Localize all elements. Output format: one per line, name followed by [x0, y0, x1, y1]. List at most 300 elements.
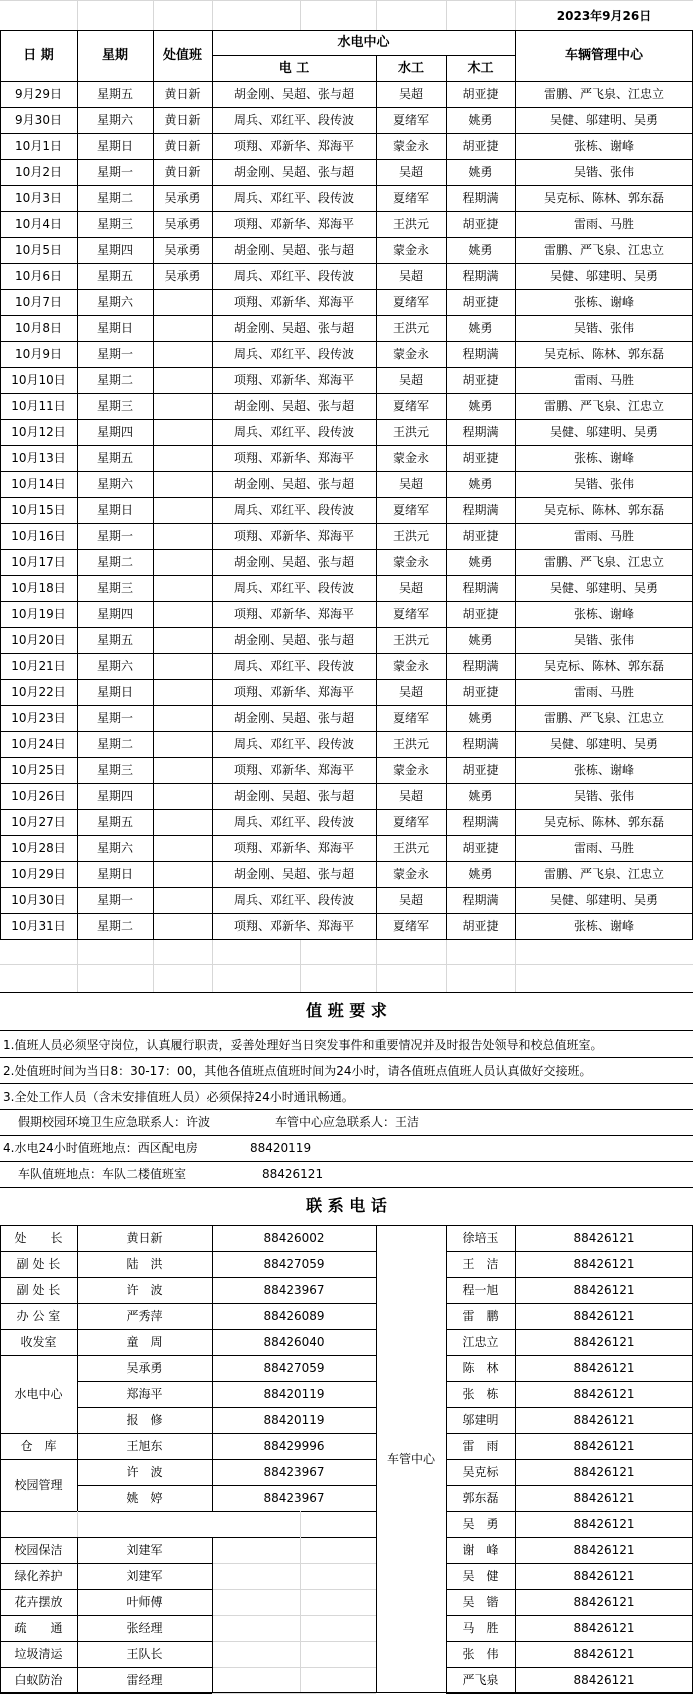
- vehicle-staff-phone: 88426121: [573, 1413, 635, 1427]
- fleet-duty-phone: 88426121: [262, 1167, 324, 1181]
- vehicle-staff-phone: 88426121: [573, 1231, 635, 1245]
- vehicle-staff-phone: 88426121: [573, 1257, 635, 1271]
- grid-line: [0, 0, 693, 1]
- row-carpenter: 胡亚捷: [462, 607, 499, 621]
- grid-line: [0, 159, 693, 160]
- grid-line: [0, 627, 693, 628]
- row-plumber: 王洪元: [392, 841, 429, 855]
- row-carpenter: 程期满: [462, 269, 499, 283]
- row-vehicle-staff: 吴克标、陈林、郭东磊: [543, 659, 664, 673]
- contact-dept: 处 长: [14, 1231, 63, 1245]
- grid-line: [0, 1459, 376, 1460]
- grid-line: [0, 445, 693, 446]
- vehicle-staff-name: 郭东磊: [462, 1491, 499, 1505]
- row-weekday: 星期五: [96, 87, 133, 101]
- grid-line: [212, 1563, 376, 1564]
- row-vehicle-staff: 吴锴、张伟: [573, 165, 634, 179]
- row-vehicle-staff: 雷鹏、严飞泉、江忠立: [543, 87, 664, 101]
- grid-line: [0, 601, 693, 602]
- service-contact: 刘建军: [126, 1569, 163, 1583]
- row-duty: [153, 653, 212, 679]
- grid-line: [515, 940, 516, 992]
- grid-line: [0, 809, 693, 810]
- row-electricians: 周兵、邓红平、段传波: [233, 503, 354, 517]
- grid-line: [0, 237, 693, 238]
- row-duty: [153, 549, 212, 575]
- row-carpenter: 胡亚捷: [462, 139, 499, 153]
- row-vehicle-staff: 吴锴、张伟: [573, 633, 634, 647]
- requirement-line: 2.处值班时间为当日8：30-17：00，其他各值班点值班时间为24小时，请各值班点值班人员认真做好交接班。: [3, 1063, 592, 1078]
- grid-line: [153, 940, 154, 992]
- row-weekday: 星期日: [96, 139, 133, 153]
- vehicle-staff-name: 张 栋: [462, 1387, 499, 1401]
- row-vehicle-staff: 雷鹏、严飞泉、江忠立: [543, 711, 664, 725]
- row-duty: [153, 315, 212, 341]
- contact-name: 吴承勇: [126, 1361, 163, 1375]
- row-duty: 黄日新: [164, 139, 201, 153]
- row-weekday: 星期一: [96, 711, 133, 725]
- grid-line: [0, 289, 693, 290]
- row-carpenter: 胡亚捷: [462, 763, 499, 777]
- row-duty: 吴承勇: [164, 269, 201, 283]
- grid-line: [77, 1225, 78, 1511]
- contact-phone: 88423967: [263, 1491, 325, 1505]
- row-plumber: 吴超: [398, 477, 423, 491]
- row-vehicle-staff: 吴健、邬建明、吴勇: [549, 893, 658, 907]
- grid-line: [376, 940, 377, 992]
- row-duty: [153, 835, 212, 861]
- row-date: 10月31日: [11, 919, 66, 933]
- row-date: 10月29日: [11, 867, 66, 881]
- row-plumber: 吴超: [398, 789, 423, 803]
- row-electricians: 项翔、邓新华、郑海平: [233, 217, 354, 231]
- row-carpenter: 姚勇: [468, 113, 493, 127]
- row-duty: [153, 705, 212, 731]
- grid-line: [153, 30, 154, 939]
- row-carpenter: 姚勇: [468, 477, 493, 491]
- contact-name: 童 周: [126, 1335, 163, 1349]
- row-weekday: 星期日: [96, 685, 133, 699]
- vehicle-staff-name: 程一旭: [462, 1283, 499, 1297]
- grid-line: [212, 940, 213, 992]
- row-weekday: 星期一: [96, 893, 133, 907]
- grid-line: [153, 0, 154, 30]
- contact-dept: 收发室: [20, 1335, 57, 1349]
- row-weekday: 星期四: [96, 243, 133, 257]
- vehicle-staff-name: 邬建明: [462, 1413, 499, 1427]
- contact-phone: 88427059: [263, 1361, 325, 1375]
- row-plumber: 蒙金永: [392, 139, 429, 153]
- service-dept: 校园保洁: [14, 1543, 63, 1557]
- service-contact: 张经理: [126, 1621, 163, 1635]
- row-weekday: 星期六: [96, 295, 133, 309]
- row-carpenter: 胡亚捷: [462, 529, 499, 543]
- row-electricians: 胡金刚、吴超、张与超: [233, 87, 354, 101]
- row-duty: [153, 575, 212, 601]
- grid-line: [0, 887, 693, 888]
- grid-line: [446, 0, 447, 30]
- row-vehicle-staff: 雷雨、马胜: [573, 373, 634, 387]
- row-carpenter: 胡亚捷: [462, 217, 499, 231]
- row-weekday: 星期日: [96, 321, 133, 335]
- row-vehicle-staff: 雷鹏、严飞泉、江忠立: [543, 555, 664, 569]
- service-dept: 花卉摆放: [14, 1595, 63, 1609]
- row-vehicle-staff: 吴健、邬建明、吴勇: [549, 113, 658, 127]
- row-duty: [153, 497, 212, 523]
- row-carpenter: 胡亚捷: [462, 451, 499, 465]
- grid-line: [212, 30, 213, 939]
- row-electricians: 项翔、邓新华、郑海平: [233, 919, 354, 933]
- row-carpenter: 姚勇: [468, 555, 493, 569]
- row-electricians: 胡金刚、吴超、张与超: [233, 165, 354, 179]
- grid-line: [0, 549, 693, 550]
- row-date: 10月3日: [15, 191, 62, 205]
- row-carpenter: 胡亚捷: [462, 87, 499, 101]
- row-weekday: 星期五: [96, 633, 133, 647]
- row-vehicle-staff: 吴锴、张伟: [573, 321, 634, 335]
- grid-line: [0, 341, 693, 342]
- grid-line: [77, 1537, 78, 1693]
- header-water-elec-center: 水电中心: [337, 35, 390, 50]
- row-electricians: 胡金刚、吴超、张与超: [233, 477, 354, 491]
- contact-phone: 88423967: [263, 1465, 325, 1479]
- vehicle-center-label: 车管中心: [386, 1452, 435, 1466]
- row-vehicle-staff: 雷鹏、严飞泉、江忠立: [543, 243, 664, 257]
- row-carpenter: 胡亚捷: [462, 685, 499, 699]
- row-plumber: 吴超: [398, 893, 423, 907]
- row-carpenter: 程期满: [462, 503, 499, 517]
- row-vehicle-staff: 吴健、邬建明、吴勇: [549, 737, 658, 751]
- row-weekday: 星期二: [96, 373, 133, 387]
- contact-name: 许 波: [126, 1465, 163, 1479]
- row-plumber: 蒙金永: [392, 451, 429, 465]
- contact-name: 姚 婷: [126, 1491, 163, 1505]
- row-vehicle-staff: 吴克标、陈林、郭东磊: [543, 347, 664, 361]
- vehicle-staff-phone: 88426121: [573, 1569, 635, 1583]
- row-plumber: 吴超: [398, 87, 423, 101]
- row-weekday: 星期六: [96, 113, 133, 127]
- grid-line: [0, 964, 693, 965]
- row-vehicle-staff: 吴锴、张伟: [573, 477, 634, 491]
- row-duty: [153, 341, 212, 367]
- fleet-duty-place: 车队值班地点：车队二楼值班室: [18, 1167, 187, 1181]
- contact-phone: 88426002: [263, 1231, 325, 1245]
- row-plumber: 夏绪军: [392, 113, 429, 127]
- row-electricians: 周兵、邓红平、段传波: [233, 269, 354, 283]
- row-date: 9月29日: [15, 87, 62, 101]
- row-date: 10月6日: [15, 269, 62, 283]
- requirement-line: 3.全处工作人员（含未安排值班人员）必须保持24小时通讯畅通。: [3, 1089, 354, 1104]
- row-plumber: 夏绪军: [392, 295, 429, 309]
- row-vehicle-staff: 张栋、谢峰: [573, 295, 634, 309]
- grid-line: [0, 679, 693, 680]
- contact-dept: 水电中心: [14, 1387, 63, 1401]
- grid-line: [212, 1537, 213, 1693]
- row-date: 10月19日: [11, 607, 66, 621]
- grid-line: [0, 367, 693, 368]
- row-weekday: 星期三: [96, 399, 133, 413]
- vehicle-staff-name: 雷 雨: [462, 1439, 499, 1453]
- grid-line: [212, 1641, 376, 1642]
- vehicle-staff-phone: 88426121: [573, 1647, 635, 1661]
- grid-line: [515, 30, 516, 939]
- grid-line: [300, 1537, 301, 1563]
- row-date: 10月7日: [15, 295, 62, 309]
- grid-line: [0, 913, 693, 914]
- grid-line: [0, 107, 693, 108]
- grid-line: [0, 861, 693, 862]
- row-duty: [153, 367, 212, 393]
- row-duty: [153, 679, 212, 705]
- row-duty: 黄日新: [164, 87, 201, 101]
- grid-line: [0, 1433, 376, 1434]
- grid-line: [0, 263, 693, 264]
- row-electricians: 项翔、邓新华、郑海平: [233, 373, 354, 387]
- grid-line: [300, 1511, 301, 1537]
- grid-line: [300, 1615, 301, 1641]
- row-duty: [153, 445, 212, 471]
- row-date: 10月10日: [11, 373, 66, 387]
- contact-phone: 88426040: [263, 1335, 325, 1349]
- vehicle-staff-phone: 88426121: [573, 1595, 635, 1609]
- vehicle-staff-phone: 88426121: [573, 1543, 635, 1557]
- grid-line: [212, 1615, 376, 1616]
- grid-line: [0, 653, 693, 654]
- row-carpenter: 姚勇: [468, 321, 493, 335]
- row-plumber: 吴超: [398, 269, 423, 283]
- grid-line: [0, 705, 693, 706]
- row-date: 10月28日: [11, 841, 66, 855]
- row-duty: [153, 913, 212, 939]
- vehicle-staff-name: 吴 锴: [462, 1595, 499, 1609]
- row-date: 10月5日: [15, 243, 62, 257]
- row-plumber: 夏绪军: [392, 607, 429, 621]
- grid-line: [0, 185, 693, 186]
- row-electricians: 周兵、邓红平、段传波: [233, 815, 354, 829]
- row-weekday: 星期二: [96, 919, 133, 933]
- grid-line: [0, 471, 693, 472]
- row-weekday: 星期二: [96, 555, 133, 569]
- row-plumber: 王洪元: [392, 633, 429, 647]
- row-electricians: 项翔、邓新华、郑海平: [233, 139, 354, 153]
- emergency-contact-campus: 假期校园环境卫生应急联系人：许波: [18, 1115, 211, 1129]
- grid-line: [0, 393, 693, 394]
- water-elec-duty-phone: 88420119: [250, 1141, 312, 1155]
- row-date: 9月30日: [15, 113, 62, 127]
- row-electricians: 周兵、邓红平、段传波: [233, 659, 354, 673]
- row-carpenter: 胡亚捷: [462, 295, 499, 309]
- row-plumber: 吴超: [398, 373, 423, 387]
- grid-line: [0, 30, 693, 31]
- row-date: 10月27日: [11, 815, 66, 829]
- row-electricians: 项翔、邓新华、郑海平: [233, 841, 354, 855]
- row-carpenter: 胡亚捷: [462, 919, 499, 933]
- service-contact: 刘建军: [126, 1543, 163, 1557]
- row-weekday: 星期四: [96, 789, 133, 803]
- vehicle-staff-name: 江忠立: [462, 1335, 499, 1349]
- vehicle-staff-name: 王 洁: [462, 1257, 499, 1271]
- grid-line: [212, 55, 515, 56]
- grid-line: [300, 1589, 301, 1615]
- contact-dept: 校园管理: [14, 1478, 63, 1492]
- contact-name: 郑海平: [126, 1387, 163, 1401]
- water-elec-duty-place: 4.水电24小时值班地点：西区配电房: [3, 1141, 198, 1155]
- row-weekday: 星期一: [96, 347, 133, 361]
- grid-line: [0, 783, 693, 784]
- row-vehicle-staff: 雷雨、马胜: [573, 529, 634, 543]
- row-date: 10月17日: [11, 555, 66, 569]
- row-plumber: 夏绪军: [392, 503, 429, 517]
- row-weekday: 星期日: [96, 867, 133, 881]
- contact-dept: 办 公 室: [16, 1309, 61, 1323]
- row-carpenter: 程期满: [462, 815, 499, 829]
- row-electricians: 项翔、邓新华、郑海平: [233, 763, 354, 777]
- row-vehicle-staff: 张栋、谢峰: [573, 451, 634, 465]
- grid-line: [77, 1381, 376, 1382]
- row-electricians: 胡金刚、吴超、张与超: [233, 789, 354, 803]
- row-electricians: 周兵、邓红平、段传波: [233, 581, 354, 595]
- row-date: 10月30日: [11, 893, 66, 907]
- row-duty: 黄日新: [164, 165, 201, 179]
- header-plumber: 水工: [397, 60, 424, 76]
- row-plumber: 蒙金永: [392, 867, 429, 881]
- row-plumber: 吴超: [398, 581, 423, 595]
- grid-line: [0, 133, 693, 134]
- contact-phone: 88423967: [263, 1283, 325, 1297]
- row-electricians: 项翔、邓新华、郑海平: [233, 295, 354, 309]
- row-plumber: 夏绪军: [392, 711, 429, 725]
- row-vehicle-staff: 吴克标、陈林、郭东磊: [543, 191, 664, 205]
- row-carpenter: 姚勇: [468, 633, 493, 647]
- row-electricians: 胡金刚、吴超、张与超: [233, 321, 354, 335]
- header-electrician: 电 工: [278, 60, 310, 76]
- row-weekday: 星期六: [96, 477, 133, 491]
- row-vehicle-staff: 张栋、谢峰: [573, 763, 634, 777]
- row-electricians: 胡金刚、吴超、张与超: [233, 555, 354, 569]
- row-plumber: 吴超: [398, 165, 423, 179]
- requirement-line: 1.值班人员必须坚守岗位，认真履行职责，妥善处理好当日突发事件和重要情况并及时报告处领导和校总值班室。: [3, 1037, 603, 1052]
- grid-line: [77, 1407, 376, 1408]
- row-plumber: 夏绪军: [392, 919, 429, 933]
- grid-line: [0, 81, 693, 82]
- row-duty: [153, 861, 212, 887]
- row-vehicle-staff: 雷雨、马胜: [573, 217, 634, 231]
- row-weekday: 星期四: [96, 607, 133, 621]
- row-vehicle-staff: 张栋、谢峰: [573, 139, 634, 153]
- vehicle-staff-name: 徐培玉: [462, 1231, 499, 1245]
- row-date: 10月9日: [15, 347, 62, 361]
- row-vehicle-staff: 张栋、谢峰: [573, 607, 634, 621]
- row-plumber: 王洪元: [392, 737, 429, 751]
- grid-line: [77, 0, 78, 30]
- vehicle-staff-name: 雷 鹏: [462, 1309, 499, 1323]
- row-carpenter: 胡亚捷: [462, 373, 499, 387]
- row-carpenter: 程期满: [462, 893, 499, 907]
- row-plumber: 蒙金永: [392, 347, 429, 361]
- vehicle-staff-name: 吴 健: [462, 1569, 499, 1583]
- row-date: 10月26日: [11, 789, 66, 803]
- row-electricians: 项翔、邓新华、郑海平: [233, 451, 354, 465]
- grid-line: [77, 1485, 376, 1486]
- row-electricians: 胡金刚、吴超、张与超: [233, 399, 354, 413]
- vehicle-staff-phone: 88426121: [573, 1465, 635, 1479]
- grid-line: [300, 1641, 301, 1667]
- grid-line: [0, 497, 693, 498]
- row-plumber: 王洪元: [392, 217, 429, 231]
- row-weekday: 星期三: [96, 217, 133, 231]
- vehicle-staff-name: 陈 林: [462, 1361, 499, 1375]
- row-electricians: 周兵、邓红平、段传波: [233, 191, 354, 205]
- grid-line: [0, 1511, 376, 1512]
- contact-phone: 88420119: [263, 1387, 325, 1401]
- contact-phone: 88426089: [263, 1309, 325, 1323]
- row-plumber: 夏绪军: [392, 191, 429, 205]
- grid-line: [300, 940, 301, 992]
- grid-line: [0, 575, 693, 576]
- row-weekday: 星期六: [96, 659, 133, 673]
- grid-line: [0, 30, 1, 940]
- row-electricians: 胡金刚、吴超、张与超: [233, 867, 354, 881]
- row-electricians: 周兵、邓红平、段传波: [233, 893, 354, 907]
- contact-dept: 副 处 长: [16, 1257, 61, 1271]
- vehicle-staff-name: 吴克标: [462, 1465, 499, 1479]
- row-vehicle-staff: 吴健、邬建明、吴勇: [549, 269, 658, 283]
- header-duty: 处值班: [162, 48, 202, 63]
- row-carpenter: 程期满: [462, 347, 499, 361]
- service-dept: 疏 通: [14, 1621, 63, 1635]
- vehicle-staff-phone: 88426121: [573, 1361, 635, 1375]
- vehicle-staff-phone: 88426121: [573, 1283, 635, 1297]
- row-date: 10月12日: [11, 425, 66, 439]
- service-dept: 绿化养护: [14, 1569, 63, 1583]
- row-electricians: 周兵、邓红平、段传波: [233, 113, 354, 127]
- contact-phone: 88427059: [263, 1257, 325, 1271]
- row-weekday: 星期二: [96, 191, 133, 205]
- row-carpenter: 程期满: [462, 581, 499, 595]
- service-contact: 雷经理: [126, 1673, 163, 1687]
- grid-line: [0, 757, 693, 758]
- grid-line: [77, 1511, 78, 1537]
- row-date: 10月16日: [11, 529, 66, 543]
- row-date: 10月8日: [15, 321, 62, 335]
- row-plumber: 蒙金永: [392, 555, 429, 569]
- row-carpenter: 姚勇: [468, 165, 493, 179]
- row-weekday: 星期三: [96, 581, 133, 595]
- grid-line: [212, 1589, 376, 1590]
- grid-line: [212, 1225, 213, 1511]
- contact-name: 黄日新: [126, 1231, 163, 1245]
- row-vehicle-staff: 雷雨、马胜: [573, 841, 634, 855]
- vehicle-staff-phone: 88426121: [573, 1517, 635, 1531]
- row-plumber: 蒙金永: [392, 763, 429, 777]
- contact-name: 陆 洪: [126, 1257, 163, 1271]
- row-carpenter: 程期满: [462, 737, 499, 751]
- header-date: 日 期: [23, 48, 54, 63]
- row-electricians: 胡金刚、吴超、张与超: [233, 711, 354, 725]
- contact-name: 王旭东: [126, 1439, 163, 1453]
- contact-phone: 88420119: [263, 1413, 325, 1427]
- grid-line: [0, 1329, 376, 1330]
- row-weekday: 星期日: [96, 503, 133, 517]
- row-duty: 黄日新: [164, 113, 201, 127]
- grid-line: [77, 940, 78, 992]
- vehicle-staff-name: 谢 峰: [462, 1543, 499, 1557]
- row-date: 10月15日: [11, 503, 66, 517]
- contact-name: 报 修: [126, 1413, 163, 1427]
- row-carpenter: 姚勇: [468, 399, 493, 413]
- vehicle-staff-name: 严飞泉: [462, 1673, 499, 1687]
- vehicle-staff-phone: 88426121: [573, 1491, 635, 1505]
